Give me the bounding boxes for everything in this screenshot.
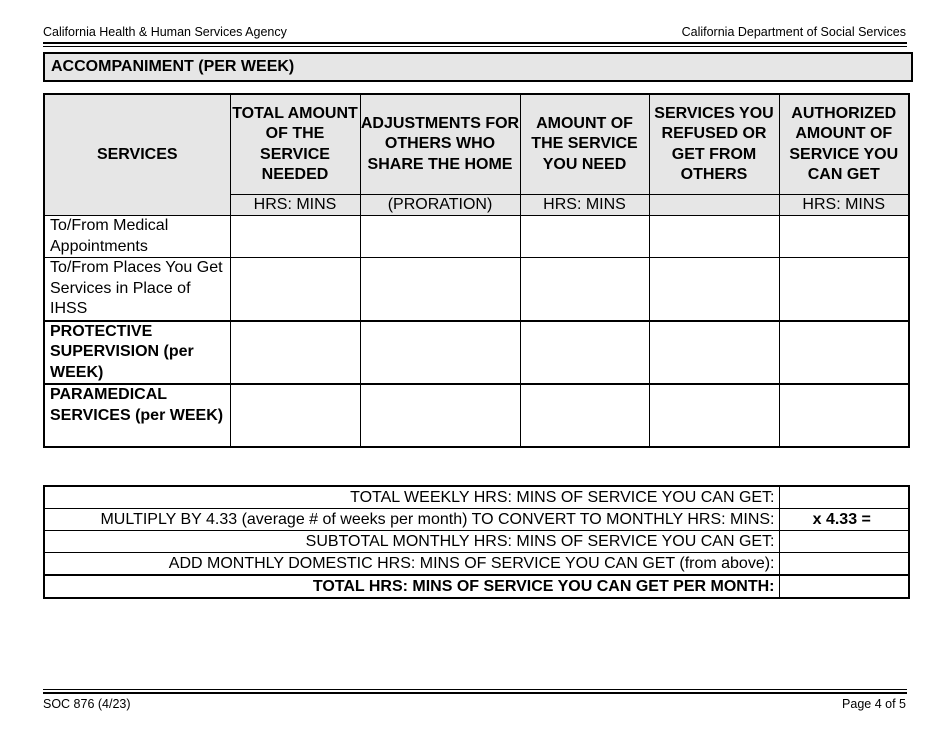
row-label-paramedical: PARAMEDICAL SERVICES (per WEEK)	[44, 384, 230, 447]
cell-adjustments[interactable]	[360, 258, 520, 321]
cell-refused[interactable]	[649, 216, 779, 258]
cell-refused[interactable]	[649, 321, 779, 385]
cell-authorized[interactable]	[779, 258, 909, 321]
footer-rule-thin	[43, 689, 907, 690]
totals-table	[43, 485, 910, 599]
form-number: SOC 876 (4/23)	[43, 697, 131, 711]
footer-rule-thick	[43, 692, 907, 694]
domestic-label: ADD MONTHLY DOMESTIC HRS: MINS OF SERVICE YOU CAN GET (from above):	[44, 553, 779, 576]
header-amount-needed: AMOUNT OF THE SERVICE YOU NEED	[520, 94, 649, 195]
header-rule-thick	[43, 42, 907, 44]
table-row	[44, 216, 909, 258]
unit-authorized: HRS: MINS	[779, 195, 909, 216]
services-table	[43, 93, 910, 448]
agency-name: California Health & Human Services Agency	[43, 25, 287, 39]
header-total-needed: TOTAL AMOUNT OF THE SERVICE NEEDED	[230, 94, 360, 195]
cell-authorized[interactable]	[779, 384, 909, 447]
row-label-places: To/From Places You Get Services in Place of IHSS	[44, 258, 230, 321]
cell-adjustments[interactable]	[360, 384, 520, 447]
cell-adjustments[interactable]	[360, 216, 520, 258]
unit-amount: HRS: MINS	[520, 195, 649, 216]
table-row	[44, 531, 909, 553]
cell-total[interactable]	[230, 258, 360, 321]
cell-adjustments[interactable]	[360, 321, 520, 385]
unit-refused	[649, 195, 779, 216]
row-label-medical: To/From Medical Appointments	[44, 216, 230, 258]
cell-amount[interactable]	[520, 321, 649, 385]
table-row	[44, 509, 909, 531]
cell-amount[interactable]	[520, 258, 649, 321]
department-name: California Department of Social Services	[681, 25, 906, 39]
table-row	[44, 321, 909, 385]
header-authorized: AUTHORIZED AMOUNT OF SERVICE YOU CAN GET	[779, 94, 909, 195]
domestic-value[interactable]	[779, 553, 909, 576]
header-rule-thin	[43, 46, 907, 47]
unit-adjustments: (PRORATION)	[360, 195, 520, 216]
header-refused: SERVICES YOU REFUSED OR GET FROM OTHERS	[649, 94, 779, 195]
table-row	[44, 486, 909, 509]
cell-total[interactable]	[230, 384, 360, 447]
section-title: ACCOMPANIMENT (PER WEEK)	[43, 52, 913, 82]
table-row	[44, 258, 909, 321]
header-services: SERVICES	[44, 94, 230, 216]
subtotal-value[interactable]	[779, 531, 909, 553]
multiply-value: x 4.33 =	[779, 509, 909, 531]
table-row	[44, 575, 909, 598]
cell-authorized[interactable]	[779, 216, 909, 258]
total-monthly-value[interactable]	[779, 575, 909, 598]
unit-total: HRS: MINS	[230, 195, 360, 216]
cell-amount[interactable]	[520, 384, 649, 447]
cell-amount[interactable]	[520, 216, 649, 258]
cell-authorized[interactable]	[779, 321, 909, 385]
multiply-label: MULTIPLY BY 4.33 (average # of weeks per month) TO CONVERT TO MONTHLY HRS: MINS:	[44, 509, 779, 531]
total-weekly-value[interactable]	[779, 486, 909, 509]
subtotal-label: SUBTOTAL MONTHLY HRS: MINS OF SERVICE YOU CAN GET:	[44, 531, 779, 553]
total-monthly-label: TOTAL HRS: MINS OF SERVICE YOU CAN GET PER MONTH:	[44, 575, 779, 598]
table-row	[44, 553, 909, 576]
cell-total[interactable]	[230, 321, 360, 385]
table-row	[44, 384, 909, 447]
page-number: Page 4 of 5	[842, 697, 906, 711]
cell-total[interactable]	[230, 216, 360, 258]
cell-refused[interactable]	[649, 258, 779, 321]
cell-refused[interactable]	[649, 384, 779, 447]
row-label-protective-supervision: PROTECTIVE SUPERVISION (per WEEK)	[44, 321, 230, 385]
total-weekly-label: TOTAL WEEKLY HRS: MINS OF SERVICE YOU CAN GET:	[44, 486, 779, 509]
header-adjustments: ADJUSTMENTS FOR OTHERS WHO SHARE THE HOME	[360, 94, 520, 195]
